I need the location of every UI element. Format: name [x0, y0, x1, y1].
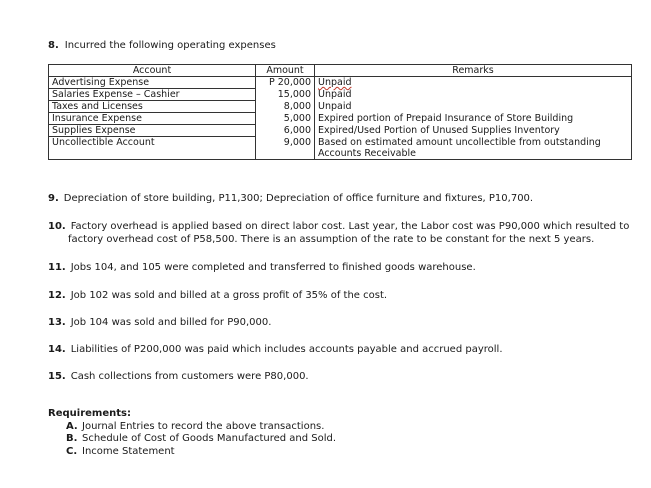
table-row	[49, 89, 632, 101]
item-number: 10.	[48, 221, 66, 232]
item-number: 15.	[48, 371, 66, 382]
cell-remarks: Based on estimated amount uncollectible from outstanding Accounts Receivable	[315, 137, 632, 160]
cell-remarks: Expired portion of Prepaid Insurance of Store Building	[315, 113, 632, 125]
item-text: Jobs 104, and 105 were completed and transferred to finished goods warehouse.	[70, 262, 476, 273]
operating-expenses-table	[48, 64, 632, 160]
remarks-text: Unpaid	[318, 77, 352, 88]
cell-account: Insurance Expense	[49, 113, 256, 125]
table-row	[49, 137, 632, 160]
item-text: Job 104 was sold and billed for P90,000.	[70, 317, 272, 328]
item-number: 8.	[48, 40, 59, 51]
item-text: Job 102 was sold and billed at a gross profit of 35% of the cost.	[70, 290, 388, 301]
table-row	[49, 77, 632, 89]
item-number: 11.	[48, 262, 66, 273]
header-remarks: Remarks	[315, 65, 632, 77]
header-account: Account	[49, 65, 256, 77]
item-9	[48, 192, 638, 205]
cell-account: Supplies Expense	[49, 125, 256, 137]
item-text: Depreciation of store building, P11,300; Depreciation of office furniture and fixtures, P10,700.	[63, 193, 534, 204]
requirement-text: Schedule of Cost of Goods Manufactured and Sold.	[82, 433, 337, 444]
header-amount: Amount	[256, 65, 315, 77]
item-14	[48, 343, 638, 356]
cell-amount: 8,000	[256, 101, 315, 113]
cell-amount: 15,000	[256, 89, 315, 101]
item-15	[48, 370, 638, 383]
item-11	[48, 261, 638, 274]
cell-amount: 5,000	[256, 113, 315, 125]
requirement-letter: A.	[66, 420, 78, 432]
item-10	[48, 220, 638, 246]
item-text: Cash collections from customers were P80,000.	[70, 371, 309, 382]
requirements-section	[48, 408, 336, 458]
item-text-continued: factory overhead cost of P58,500. There is an assumption of the rate to be constant for the next 5 years.	[68, 234, 595, 245]
cell-remarks	[315, 77, 632, 89]
item-13	[48, 316, 638, 329]
requirement-letter: C.	[66, 445, 78, 457]
item-text: Liabilities of P200,000 was paid which includes accounts payable and accrued payroll.	[70, 344, 503, 355]
cell-account: Taxes and Licenses	[49, 101, 256, 113]
cell-amount: 9,000	[256, 137, 315, 160]
item-number: 9.	[48, 193, 59, 204]
cell-remarks: Unpaid	[315, 101, 632, 113]
list-item	[66, 446, 336, 459]
requirement-text: Journal Entries to record the above transactions.	[82, 420, 325, 432]
item-number: 14.	[48, 344, 66, 355]
requirements-title: Requirements:	[48, 408, 131, 419]
cell-amount: P 20,000	[256, 77, 315, 89]
table-row	[49, 113, 632, 125]
item-text: Factory overhead is applied based on direct labor cost. Last year, the Labor cost was P90,000 which resulted to	[70, 221, 630, 232]
list-item	[66, 433, 336, 446]
item-number: 13.	[48, 317, 66, 328]
item-number: 12.	[48, 290, 66, 301]
requirement-letter: B.	[66, 433, 78, 444]
list-item	[66, 421, 336, 434]
item-text: Incurred the following operating expenses	[64, 40, 276, 51]
cell-amount: 6,000	[256, 125, 315, 137]
requirement-text: Income Statement	[82, 445, 175, 457]
item-8	[48, 40, 276, 51]
cell-remarks: Unpaid	[315, 89, 632, 101]
cell-account: Advertising Expense	[49, 77, 256, 89]
cell-remarks: Expired/Used Portion of Unused Supplies Inventory	[315, 125, 632, 137]
item-12	[48, 289, 638, 302]
cell-account: Uncollectible Account	[49, 137, 256, 160]
cell-account: Salaries Expense – Cashier	[49, 89, 256, 101]
table-row	[49, 101, 632, 113]
table-row	[49, 125, 632, 137]
requirements-list	[48, 421, 336, 459]
table-header-row	[49, 65, 632, 77]
